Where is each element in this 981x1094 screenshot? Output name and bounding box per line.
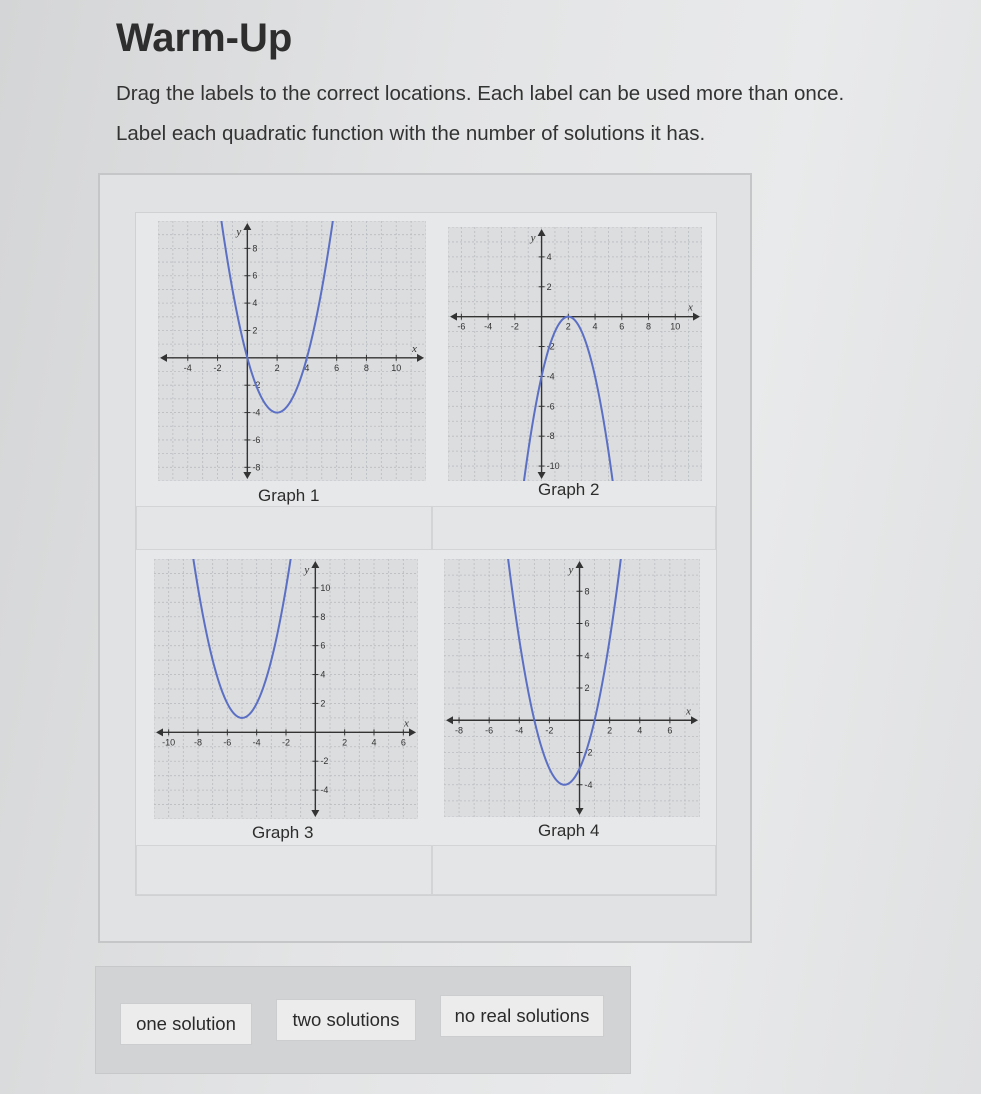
- label-no-real-solutions[interactable]: no real solutions: [440, 995, 604, 1037]
- label-two-solutions[interactable]: two solutions: [276, 999, 416, 1041]
- label-one-solution[interactable]: one solution: [120, 1003, 252, 1045]
- x-tick-label: 2: [274, 362, 280, 373]
- y-tick-label: -6: [546, 401, 555, 412]
- x-tick-label: 10: [391, 362, 402, 373]
- x-tick-label: -4: [484, 321, 493, 332]
- y-tick-label: 2: [546, 281, 552, 292]
- x-tick-label: 8: [646, 321, 652, 332]
- graph-1-dropzone[interactable]: [136, 506, 432, 550]
- x-tick-label: -8: [193, 737, 203, 748]
- y-tick-label: 8: [584, 586, 590, 597]
- x-tick-label: -10: [162, 737, 176, 748]
- x-tick-label: -4: [515, 725, 524, 736]
- y-tick-label: -10: [546, 461, 560, 472]
- y-axis-label: y: [304, 564, 310, 576]
- y-tick-label: 8: [320, 611, 326, 622]
- graph-3-caption: Graph 3: [252, 823, 314, 842]
- y-tick-label: -6: [252, 434, 261, 445]
- y-tick-label: 2: [584, 683, 590, 693]
- y-tick-label: -2: [320, 756, 329, 767]
- x-axis-label: x: [686, 705, 691, 718]
- y-tick-label: 8: [252, 243, 258, 254]
- x-tick-label: -2: [281, 737, 291, 748]
- x-axis-label: x: [412, 342, 417, 355]
- x-tick-label: 6: [619, 321, 625, 332]
- x-tick-label: 6: [400, 737, 406, 748]
- x-tick-label: -2: [213, 362, 222, 373]
- x-tick-label: -6: [223, 737, 232, 748]
- y-tick-label: -4: [252, 407, 261, 418]
- x-tick-label: -2: [545, 725, 554, 736]
- y-tick-label: 2: [252, 325, 258, 336]
- graph-4-dropzone[interactable]: [432, 845, 716, 895]
- x-axis-label: x: [404, 717, 409, 730]
- label-tray: [95, 966, 631, 1074]
- y-axis-label: y: [530, 232, 536, 244]
- y-tick-label: -8: [546, 431, 555, 442]
- x-tick-label: 2: [607, 725, 613, 736]
- graphs-grid: [135, 212, 717, 896]
- x-tick-label: -2: [510, 321, 519, 332]
- x-tick-label: 4: [304, 362, 310, 373]
- x-tick-label: 2: [342, 737, 348, 748]
- x-tick-label: 6: [667, 725, 673, 736]
- y-axis-label: y: [568, 564, 574, 576]
- x-tick-label: -4: [183, 362, 192, 373]
- graph-1-plot: [158, 221, 426, 481]
- x-tick-label: 2: [565, 321, 571, 332]
- y-tick-label: 6: [252, 270, 258, 281]
- graph-background: [448, 227, 702, 481]
- y-tick-label: -4: [584, 779, 593, 790]
- y-tick-label: 2: [320, 698, 326, 709]
- y-tick-label: 10: [320, 582, 331, 593]
- x-tick-label: 6: [334, 362, 340, 373]
- graph-2-dropzone[interactable]: [432, 506, 716, 550]
- graph-3-dropzone[interactable]: [136, 845, 432, 895]
- x-tick-label: 8: [363, 362, 369, 373]
- y-tick-label: -2: [584, 747, 593, 758]
- y-tick-label: 6: [320, 640, 326, 651]
- page-title: Warm-Up: [116, 16, 293, 60]
- graph-2-caption: Graph 2: [538, 480, 600, 499]
- y-tick-label: 4: [546, 251, 552, 262]
- x-tick-label: -8: [455, 725, 464, 736]
- y-tick-label: -8: [252, 462, 261, 473]
- instruction-drag: Drag the labels to the correct locations. Each label can be used more than once.: [116, 82, 845, 105]
- y-tick-label: 4: [252, 298, 258, 309]
- graph-3-plot: [154, 559, 418, 819]
- y-tick-label: -2: [546, 341, 555, 352]
- x-tick-label: 4: [637, 725, 643, 736]
- graph-2-plot: [448, 227, 702, 481]
- instruction-label: Label each quadratic function with the number of solutions it has.: [116, 122, 706, 145]
- y-tick-label: -2: [252, 380, 261, 391]
- y-tick-label: 6: [584, 618, 590, 629]
- x-tick-label: -4: [252, 737, 261, 748]
- graph-1-caption: Graph 1: [258, 486, 320, 505]
- y-axis-label: y: [236, 226, 242, 238]
- x-axis-label: x: [688, 301, 693, 314]
- y-tick-label: -4: [546, 371, 555, 382]
- x-tick-label: 4: [592, 321, 598, 332]
- y-tick-label: -4: [320, 785, 329, 796]
- graph-4-plot: [444, 559, 700, 817]
- x-tick-label: -6: [485, 725, 494, 736]
- x-tick-label: -6: [457, 321, 466, 332]
- y-tick-label: 4: [584, 650, 590, 661]
- graph-4-caption: Graph 4: [538, 821, 600, 840]
- y-tick-label: 4: [320, 669, 326, 680]
- x-tick-label: 4: [371, 737, 377, 748]
- x-tick-label: 10: [670, 321, 681, 332]
